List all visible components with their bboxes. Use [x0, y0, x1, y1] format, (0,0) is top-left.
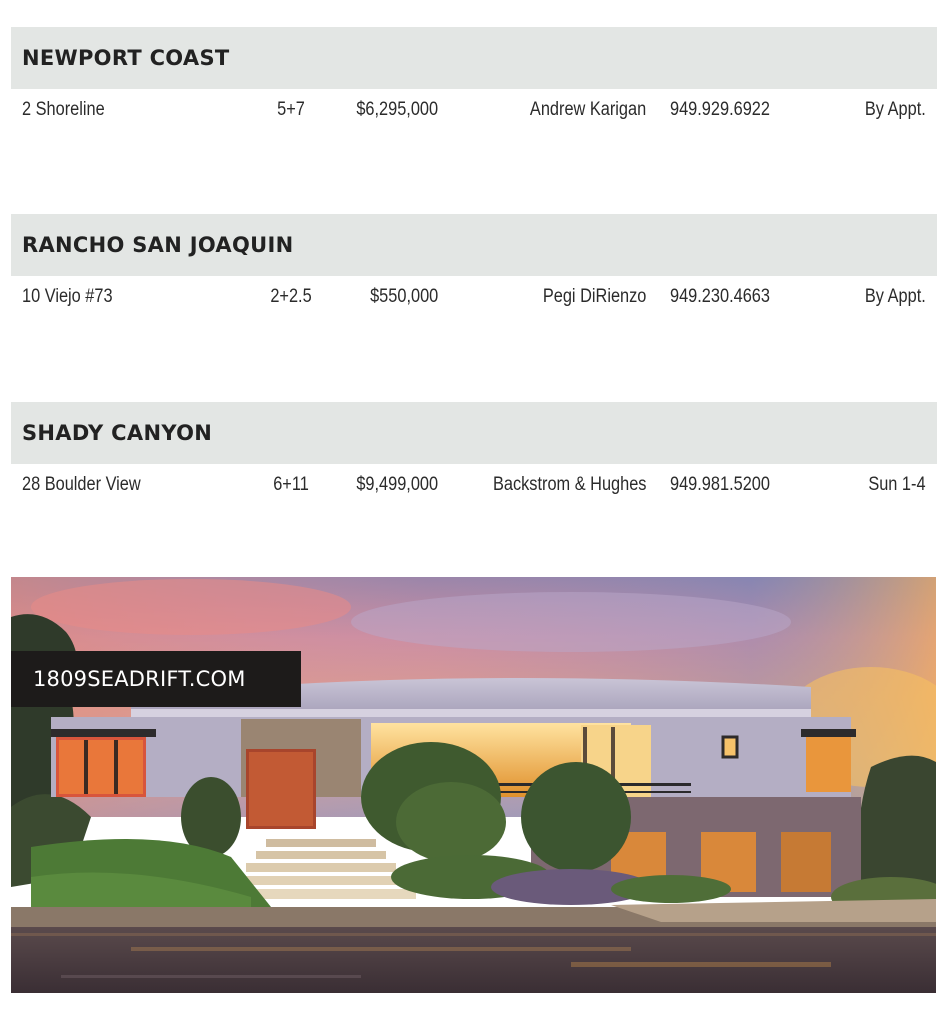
listing-agent: Backstrom & Hughes — [492, 474, 646, 495]
listing-address: 10 Viejo #73 — [22, 286, 113, 307]
house-illustration — [11, 577, 936, 993]
listing-row — [11, 89, 937, 133]
listing-address: 2 Shoreline — [22, 99, 105, 120]
listing-beds-baths: 2+2.5 — [270, 286, 312, 307]
listing-hours: By Appt. — [865, 286, 926, 307]
listing-price: $6,295,000 — [356, 99, 438, 120]
listing-row — [11, 464, 937, 508]
listing-price: $550,000 — [369, 286, 438, 307]
listing-hours: Sun 1-4 — [868, 474, 926, 495]
section-header — [11, 214, 937, 276]
section-header — [11, 402, 937, 464]
listing-agent: Andrew Karigan — [529, 99, 646, 120]
listing-agent: Pegi DiRienzo — [542, 286, 646, 307]
listing-price: $9,499,000 — [356, 474, 438, 495]
listing-section-rancho-san-joaquin — [11, 214, 937, 320]
listing-address: 28 Boulder View — [22, 474, 141, 495]
listing-phone: 949.981.5200 — [670, 474, 770, 495]
section-header — [11, 27, 937, 89]
listing-phone: 949.929.6922 — [670, 99, 770, 120]
listing-beds-baths: 6+11 — [273, 474, 309, 495]
section-title: NEWPORT COAST — [22, 46, 230, 70]
listing-section-shady-canyon — [11, 402, 937, 508]
website-banner — [11, 651, 301, 707]
modern-house-at-dusk-photo — [11, 577, 936, 993]
listing-beds-baths: 5+7 — [277, 99, 305, 120]
listing-phone: 949.230.4663 — [670, 286, 770, 307]
listing-section-newport-coast — [11, 27, 937, 133]
listing-hours: By Appt. — [865, 99, 926, 120]
website-banner-text: 1809SEADRIFT.COM — [33, 667, 246, 691]
listing-row — [11, 276, 937, 320]
section-title: RANCHO SAN JOAQUIN — [22, 233, 294, 257]
section-title: SHADY CANYON — [22, 421, 213, 445]
